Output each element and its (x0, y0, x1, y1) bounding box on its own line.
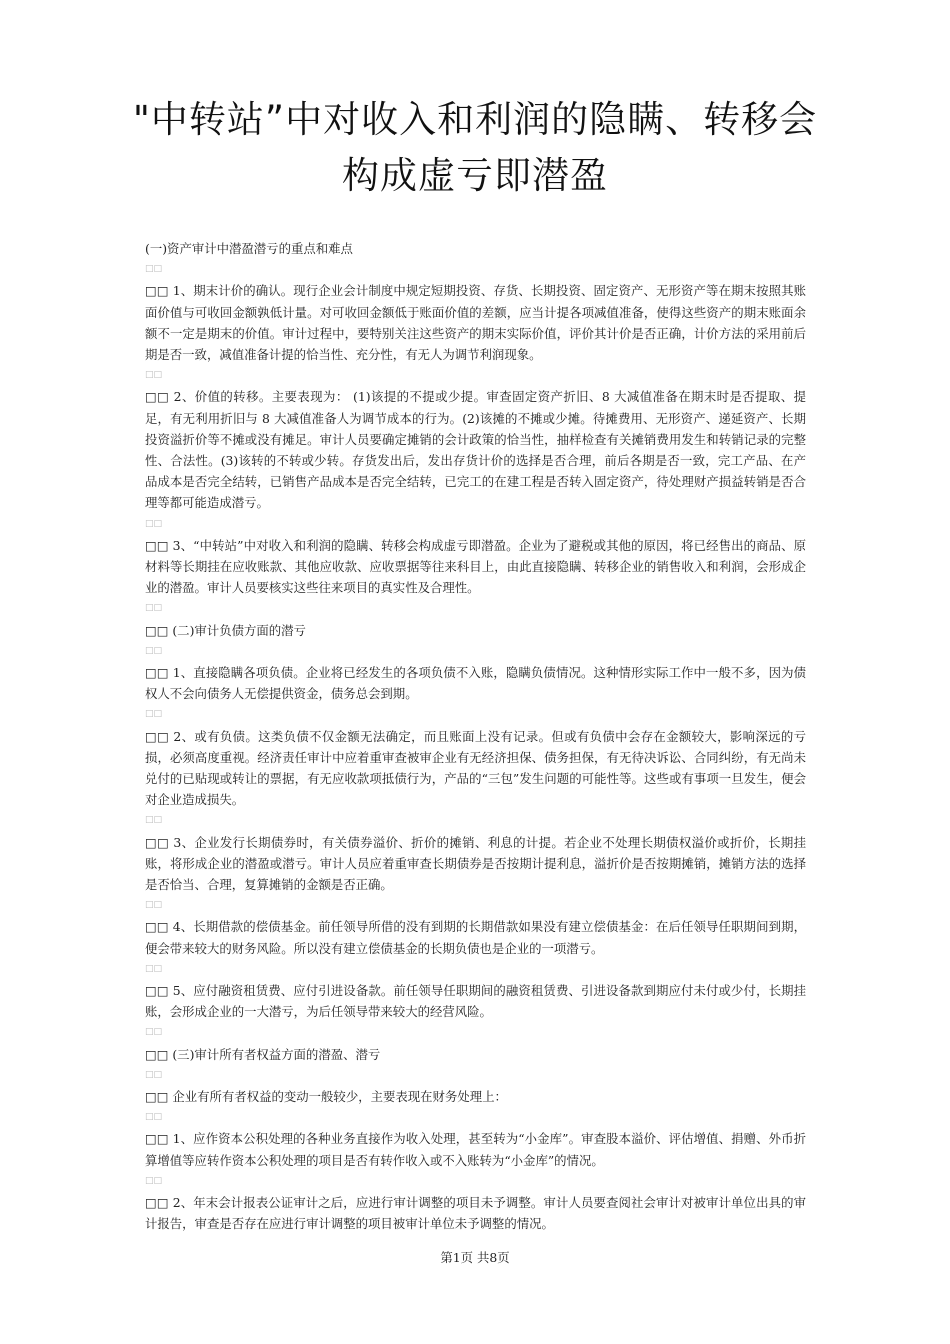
paragraph-contingent-liabilities: □□ 2、或有负债。这类负债不仅金额无法确定，而且账面上没有记录。但或有负债中会存在金额较大，影响深远的亏损，必须高度重视。经济责任审计中应着重审查被审企业有无经济担保、债务担保，有无待决诉讼、合同纠纷，有无尚未兑付的已贴现或转让的票据，有无应收款项抵债行为，产品的“三包”发生问题的可能性等。这些或有事项一旦发生，便会对企业造成损失。 (145, 728, 806, 808)
blank-line: □□ (145, 645, 163, 656)
paragraph-capital-reserve: □□ 1、应作资本公积处理的各种业务直接作为收入处理，甚至转为“小金库”。审查股本溢价、评估增值、捐赠、外币折算增值等应转作资本公积处理的项目是否有转作收入或不入账转为“小金库”的情况。 (145, 1131, 806, 1168)
title-line-1: "中转站”中对收入和利润的隐瞒、转移会 (132, 98, 818, 141)
blank-line: □□ (145, 709, 163, 720)
paragraph-finance-lease: □□ 5、应付融资租赁费、应付引进设备款。前任领导任职期间的融资租赁费、引进设备款到期应付未付或少付，长期挂账，会形成企业的一大潜亏，为后任领导带来较大的经营风险。 (145, 982, 806, 1020)
section-heading-equity: □□ (三)审计所有者权益方面的潜盈、潜亏 (145, 1046, 381, 1062)
page-number-footer: 第1页 共8页 (440, 1250, 510, 1265)
paragraph-period-end-valuation: □□ 1、期末计价的确认。现行企业会计制度中规定短期投资、存货、长期投资、固定资产、无形资产等在期末按照其账面价值与可收回金额孰低计量。对可收回金额低于账面价值的差额，应当计提各项减值准备，使得这些资产的期末账面余额不一定是期末的价值。审计过程中，要特别关注这些资产的期末实际价值，评价其计价是否正确，计价方法的采用前后期是否一致，减值准备计提的恰当性、充分性，有无人为调节利润现象。 (145, 283, 806, 362)
section-heading-liabilities: □□ (二)审计负债方面的潜亏 (145, 622, 306, 638)
blank-line: □□ (145, 963, 163, 974)
paragraph-sinking-fund: □□ 4、长期借款的偿债基金。前任领导所借的没有到期的长期借款如果没有建立偿债基金：在后任领导任职期间到期，便会带来较大的财务风险。所以没有建立偿债基金的长期负债也是企业的一项潜亏。 (145, 919, 806, 956)
blank-line: □□ (145, 1112, 163, 1123)
blank-line: □□ (145, 264, 163, 275)
paragraph-equity-intro: □□ 企业有所有者权益的变动一般较少，主要表现在财务处理上： (145, 1088, 507, 1104)
paragraph-value-transfer: □□ 2、价值的转移。主要表现为： (1)该提的不提或少提。审查固定资产折旧、8 大减值准备在期末时是否提取、提足，有无利用折旧与 8 大减值准备人为调节成本的行为。(2)该摊的不摊或少摊。待摊费用、无形资产、递延资产、长期投资溢折价等不摊或没有摊足。审计人员要确定摊销的会计政策的恰当性，抽样检查有关摊销费用发生和转销记录的完整性、合法性。(3)该转的不转或少转。存货发出后，发出存货计价的选择是否合理，前后各期是否一致，完工产品、在产品成本是否完全结转，已销售产品成本是否完全结转，已完工的在建工程是否转入固定资产，待处理财产损益转销是否合理等都可能造成潜亏。 (145, 389, 806, 511)
blank-line: □□ (145, 603, 163, 614)
blank-line: □□ (145, 900, 163, 911)
paragraph-audit-adjustment: □□ 2、年末会计报表公证审计之后，应进行审计调整的项目未予调整。审计人员要查阅社会审计对被审计单位出具的审计报告，审查是否存在应进行审计调整的项目被审计单位未予调整的情况。 (145, 1194, 806, 1232)
section-heading-assets: (一)资产审计中潜盈潜亏的重点和难点 (145, 241, 353, 256)
blank-line: □□ (145, 518, 163, 529)
blank-line: □□ (145, 1175, 163, 1186)
document-body (145, 238, 806, 1234)
document-title (110, 92, 840, 204)
blank-line: □□ (145, 1069, 163, 1080)
paragraph-long-term-bonds: □□ 3、企业发行长期债券时，有关债券溢价、折价的摊销、利息的计提。若企业不处理长期债权溢价或折价，长期挂账，将形成企业的潜盈或潜亏。审计人员应着重审查长期债券是否按期计提利息，溢折价是否按期摊销，摊销方法的选择是否恰当、合理，复算摊销的金额是否正确。 (145, 834, 806, 892)
blank-line: □□ (145, 370, 163, 381)
title-line-2: 构成虚亏即潜盈 (342, 154, 608, 197)
paragraph-transit-station: □□ 3、“中转站”中对收入和利润的隐瞒、转移会构成虚亏即潜盈。企业为了避税或其他的原因，将已经售出的商品、原材料等长期挂在应收账款、其他应收款、应收票据等往来科目上，由此直接隐瞒、转移企业的销售收入和利润，会形成企业的潜盈。审计人员要核实这些往来项目的真实性及合理性。 (145, 537, 806, 596)
paragraph-hidden-liabilities: □□ 1、直接隐瞒各项负债。企业将已经发生的各项负债不入账，隐瞒负债情况。这种情形实际工作中一般不多，因为债权人不会向债务人无偿提供资金，债务总会到期。 (145, 664, 806, 702)
blank-line: □□ (145, 1027, 163, 1038)
blank-line: □□ (145, 815, 163, 826)
